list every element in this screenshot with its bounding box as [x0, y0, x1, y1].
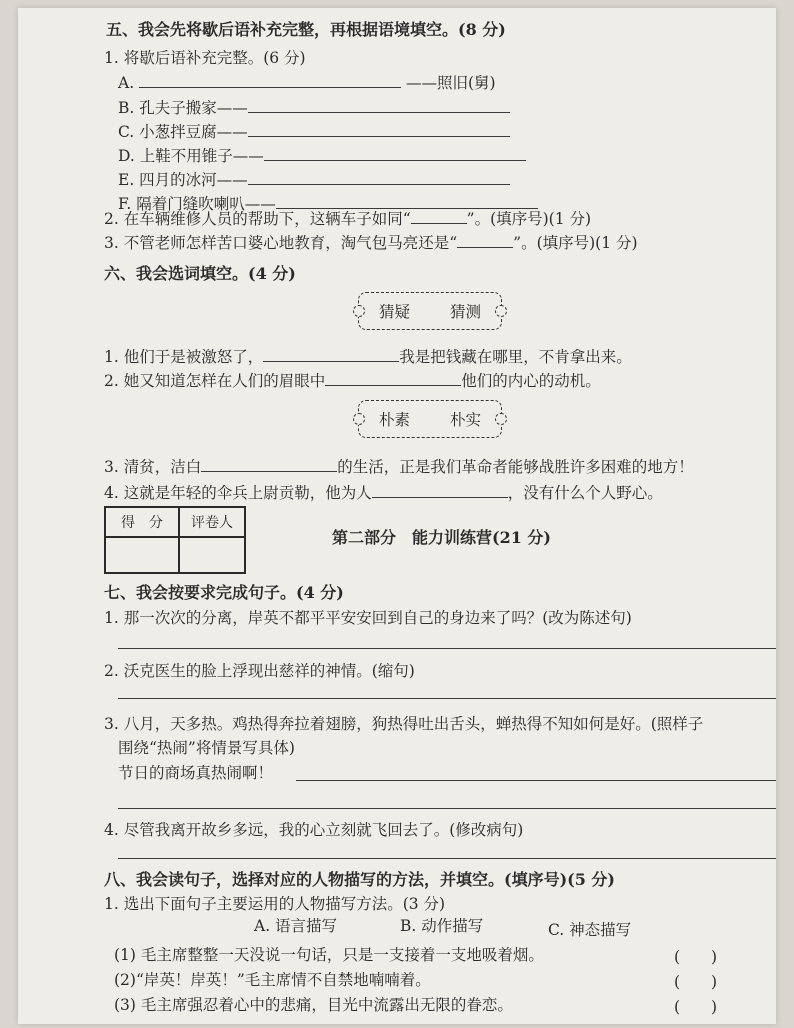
s6-q2: [104, 370, 601, 391]
s8-answer-3[interactable]: ( ): [674, 998, 718, 1016]
s6-q1-blank[interactable]: [263, 346, 399, 362]
s8-option-b: B. 动作描写: [400, 917, 484, 935]
s6-q3-blank[interactable]: [201, 456, 337, 472]
s5-item-e: [118, 169, 510, 190]
s8-option-c: C. 神态描写: [548, 921, 632, 939]
section-6-heading: 六、我会选词填空。(4 分): [104, 264, 296, 283]
s8-answer-2[interactable]: ( ): [674, 973, 718, 991]
s5-item-d-blank[interactable]: [264, 145, 526, 161]
s6-q1-text: 1. 他们于是被激怒了，: [104, 348, 264, 366]
s7-q3-answer-line-2[interactable]: [118, 808, 776, 809]
s7-q3: 3. 八月，天多热。鸡热得奔拉着翅膀，狗热得吐出舌头，蝉热得不知如何是好。(照样子: [104, 715, 704, 733]
s5-item-b-blank[interactable]: [248, 97, 510, 113]
word-choice-box-2: [358, 400, 502, 438]
s5-item-e-blank[interactable]: [248, 169, 510, 185]
s5-q3: [104, 232, 638, 253]
s7-q2-answer-line[interactable]: [118, 698, 776, 699]
s5-q3-tail: ”。(填序号)(1 分): [513, 234, 638, 252]
s6-q3-text: 3. 清贫，洁白: [104, 458, 202, 476]
s6-q4-tail: ，没有什么个人野心。: [507, 484, 663, 502]
s5-item-f-blank[interactable]: [276, 193, 538, 209]
s6-q4-text: 4. 这就是年轻的伞兵上尉贡勒，他为人: [104, 484, 372, 502]
section-5-heading: 五、我会先将歇后语补充完整，再根据语境填空。(8 分): [106, 20, 506, 39]
section-8-heading: 八、我会读句子，选择对应的人物描写的方法，并填空。(填序号)(5 分): [104, 870, 615, 889]
s7-q3-answer-line-1[interactable]: [296, 780, 776, 781]
s5-item-a-tail: ——照旧(舅): [406, 74, 496, 92]
s7-q4: 4. 尽管我离开故乡多远，我的心立刻就飞回去了。(修改病句): [104, 821, 524, 839]
s8-q1: 1. 选出下面句子主要运用的人物描写方法。(3 分): [104, 895, 446, 913]
grader-header: 评卷人: [179, 507, 245, 537]
s7-q3-continued: 围绕“热闹”将情景写具体): [118, 739, 295, 757]
s5-item-c-label: C. 小葱拌豆腐——: [118, 123, 248, 141]
s8-sentence-3: (3) 毛主席强忍着心中的悲痛，目光中流露出无限的眷恋。: [114, 996, 513, 1014]
part-2-title: 第二部分 能力训练营(21 分): [332, 528, 551, 547]
s6-q3: [104, 456, 694, 477]
s8-option-a: A. 语言描写: [254, 917, 338, 935]
s5-item-f-label: F. 隔着门缝吹喇叭——: [118, 195, 276, 213]
s5-item-b: [118, 97, 510, 118]
s5-q2-text: 2. 在车辆维修人员的帮助下，这辆车子如同“: [104, 210, 411, 228]
s8-answer-1[interactable]: ( ): [674, 948, 718, 966]
s6-q3-tail: 的生活，正是我们革命者能够战胜许多困难的地方！: [337, 458, 694, 476]
s7-q2: 2. 沃克医生的脸上浮现出慈祥的神情。(缩句): [104, 662, 415, 680]
s5-q3-text: 3. 不管老师怎样苦口婆心地教育，淘气包马亮还是“: [104, 234, 458, 252]
section-7-heading: 七、我会按要求完成句子。(4 分): [104, 583, 344, 602]
s7-q1: 1. 那一次次的分离，岸英不都平平安安回到自己的身边来了吗？(改为陈述句): [104, 609, 632, 627]
s5-q3-blank[interactable]: [457, 232, 513, 248]
s6-q4: [104, 482, 663, 503]
s6-q1-tail: 我是把钱藏在哪里，不肯拿出来。: [399, 348, 632, 366]
s5-item-c: [118, 121, 510, 142]
exam-page: [18, 8, 776, 1024]
s8-sentence-1: (1) 毛主席整整一天没说一句话，只是一支接着一支地吸着烟。: [114, 946, 544, 964]
s6-q1: [104, 346, 632, 367]
word-option-caiyi: 猜疑: [378, 303, 410, 321]
s7-q1-answer-line[interactable]: [118, 648, 776, 649]
s6-q2-blank[interactable]: [325, 370, 461, 386]
s5-item-b-label: B. 孔夫子搬家——: [118, 99, 248, 117]
s7-q3-example: 节日的商场真热闹啊！: [118, 764, 274, 782]
s5-item-a-label: A.: [118, 74, 135, 92]
s5-item-a-blank[interactable]: [139, 72, 401, 88]
s5-q2-tail: ”。(填序号)(1 分): [466, 210, 592, 228]
s5-item-d: [118, 145, 526, 166]
s5-q2-blank[interactable]: [411, 208, 467, 224]
s6-q2-tail: 他们的内心的动机。: [461, 372, 601, 390]
s8-sentence-2: (2)“岸英！岸英！”毛主席情不自禁地喃喃着。: [114, 971, 431, 989]
score-cell[interactable]: [105, 537, 179, 573]
s5-item-e-label: E. 四月的冰河——: [118, 171, 248, 189]
s5-q2: [104, 208, 591, 229]
word-option-pusu: 朴素: [378, 411, 410, 429]
s6-q4-blank[interactable]: [372, 482, 508, 498]
score-table: [104, 506, 246, 574]
s5-item-a: [118, 72, 496, 93]
s7-q4-answer-line[interactable]: [118, 858, 776, 859]
word-option-caice: 猜测: [449, 303, 481, 321]
word-option-pushi: 朴实: [449, 411, 481, 429]
s5-item-d-label: D. 上鞋不用锥子——: [118, 147, 264, 165]
s5-item-c-blank[interactable]: [248, 121, 510, 137]
s6-q2-text: 2. 她又知道怎样在人们的眉眼中: [104, 372, 326, 390]
s5-q1: 1. 将歇后语补充完整。(6 分): [104, 49, 306, 67]
score-header: 得 分: [105, 507, 179, 537]
grader-cell[interactable]: [179, 537, 245, 573]
word-choice-box-1: [358, 292, 502, 330]
